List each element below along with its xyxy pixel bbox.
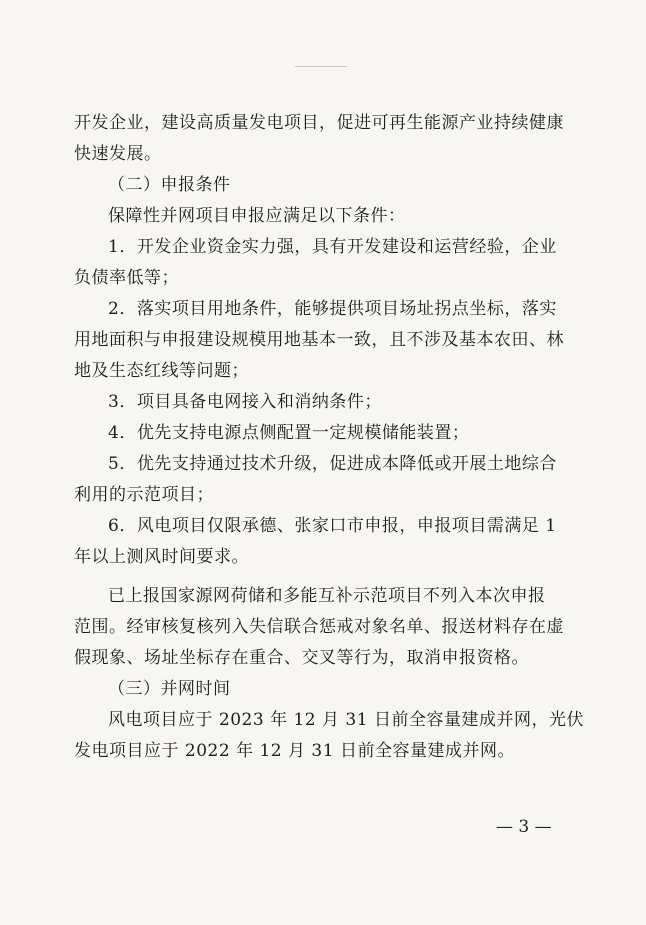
document-body (74, 108, 582, 767)
text-line: 负债率低等； (74, 268, 179, 288)
header-mark (295, 66, 347, 73)
paragraph (74, 108, 582, 170)
text-line: 6．风电项目仅限承德、张家口市申报，申报项目需满足 1 (108, 516, 557, 536)
paragraph (74, 170, 582, 201)
text-line: 用地面积与申报建设规模用地基本一致，且不涉及基本农田、林 (74, 330, 564, 350)
page-number: — 3 — (496, 817, 552, 837)
paragraph (74, 418, 582, 449)
text-line: 保障性并网项目申报应满足以下条件： (108, 206, 406, 226)
text-line: 利用的示范项目； (74, 485, 214, 505)
paragraph (74, 294, 582, 387)
text-line: 3．项目具备电网接入和消纳条件； (108, 392, 382, 412)
text-line: （三）并网时间 (108, 679, 231, 699)
text-line: 假现象、场址坐标存在重合、交叉等行为，取消申报资格。 (74, 648, 529, 668)
text-line: 开发企业，建设高质量发电项目，促进可再生能源产业持续健康 (74, 113, 564, 133)
paragraph (74, 449, 582, 511)
paragraph (74, 232, 582, 294)
text-line: 1．开发企业资金实力强，具有开发建设和运营经验，企业 (108, 237, 557, 257)
text-line: 地及生态红线等问题； (74, 361, 249, 381)
paragraph (74, 674, 582, 705)
text-line: 已上报国家源网荷储和多能互补示范项目不列入本次申报 (108, 586, 546, 606)
text-line: 2．落实项目用地条件，能够提供项目场址拐点坐标，落实 (108, 299, 557, 319)
paragraph (74, 511, 582, 573)
text-line: 快速发展。 (74, 144, 162, 164)
paragraph (74, 705, 582, 767)
paragraph (74, 387, 582, 418)
paragraph (74, 581, 582, 674)
text-line: 年以上测风时间要求。 (74, 547, 249, 567)
text-line: 4．优先支持电源点侧配置一定规模储能装置； (108, 423, 470, 443)
text-line: 范围。经审核复核列入失信联合惩戒对象名单、报送材料存在虚 (74, 617, 564, 637)
text-line: 发电项目应于 2022 年 12 月 31 日前全容量建成并网。 (74, 741, 515, 761)
text-line: （二）申报条件 (108, 175, 231, 195)
text-line: 5．优先支持通过技术升级，促进成本降低或开展土地综合 (108, 454, 557, 474)
paragraph (74, 201, 582, 232)
text-line: 风电项目应于 2023 年 12 月 31 日前全容量建成并网，光伏 (108, 710, 584, 730)
